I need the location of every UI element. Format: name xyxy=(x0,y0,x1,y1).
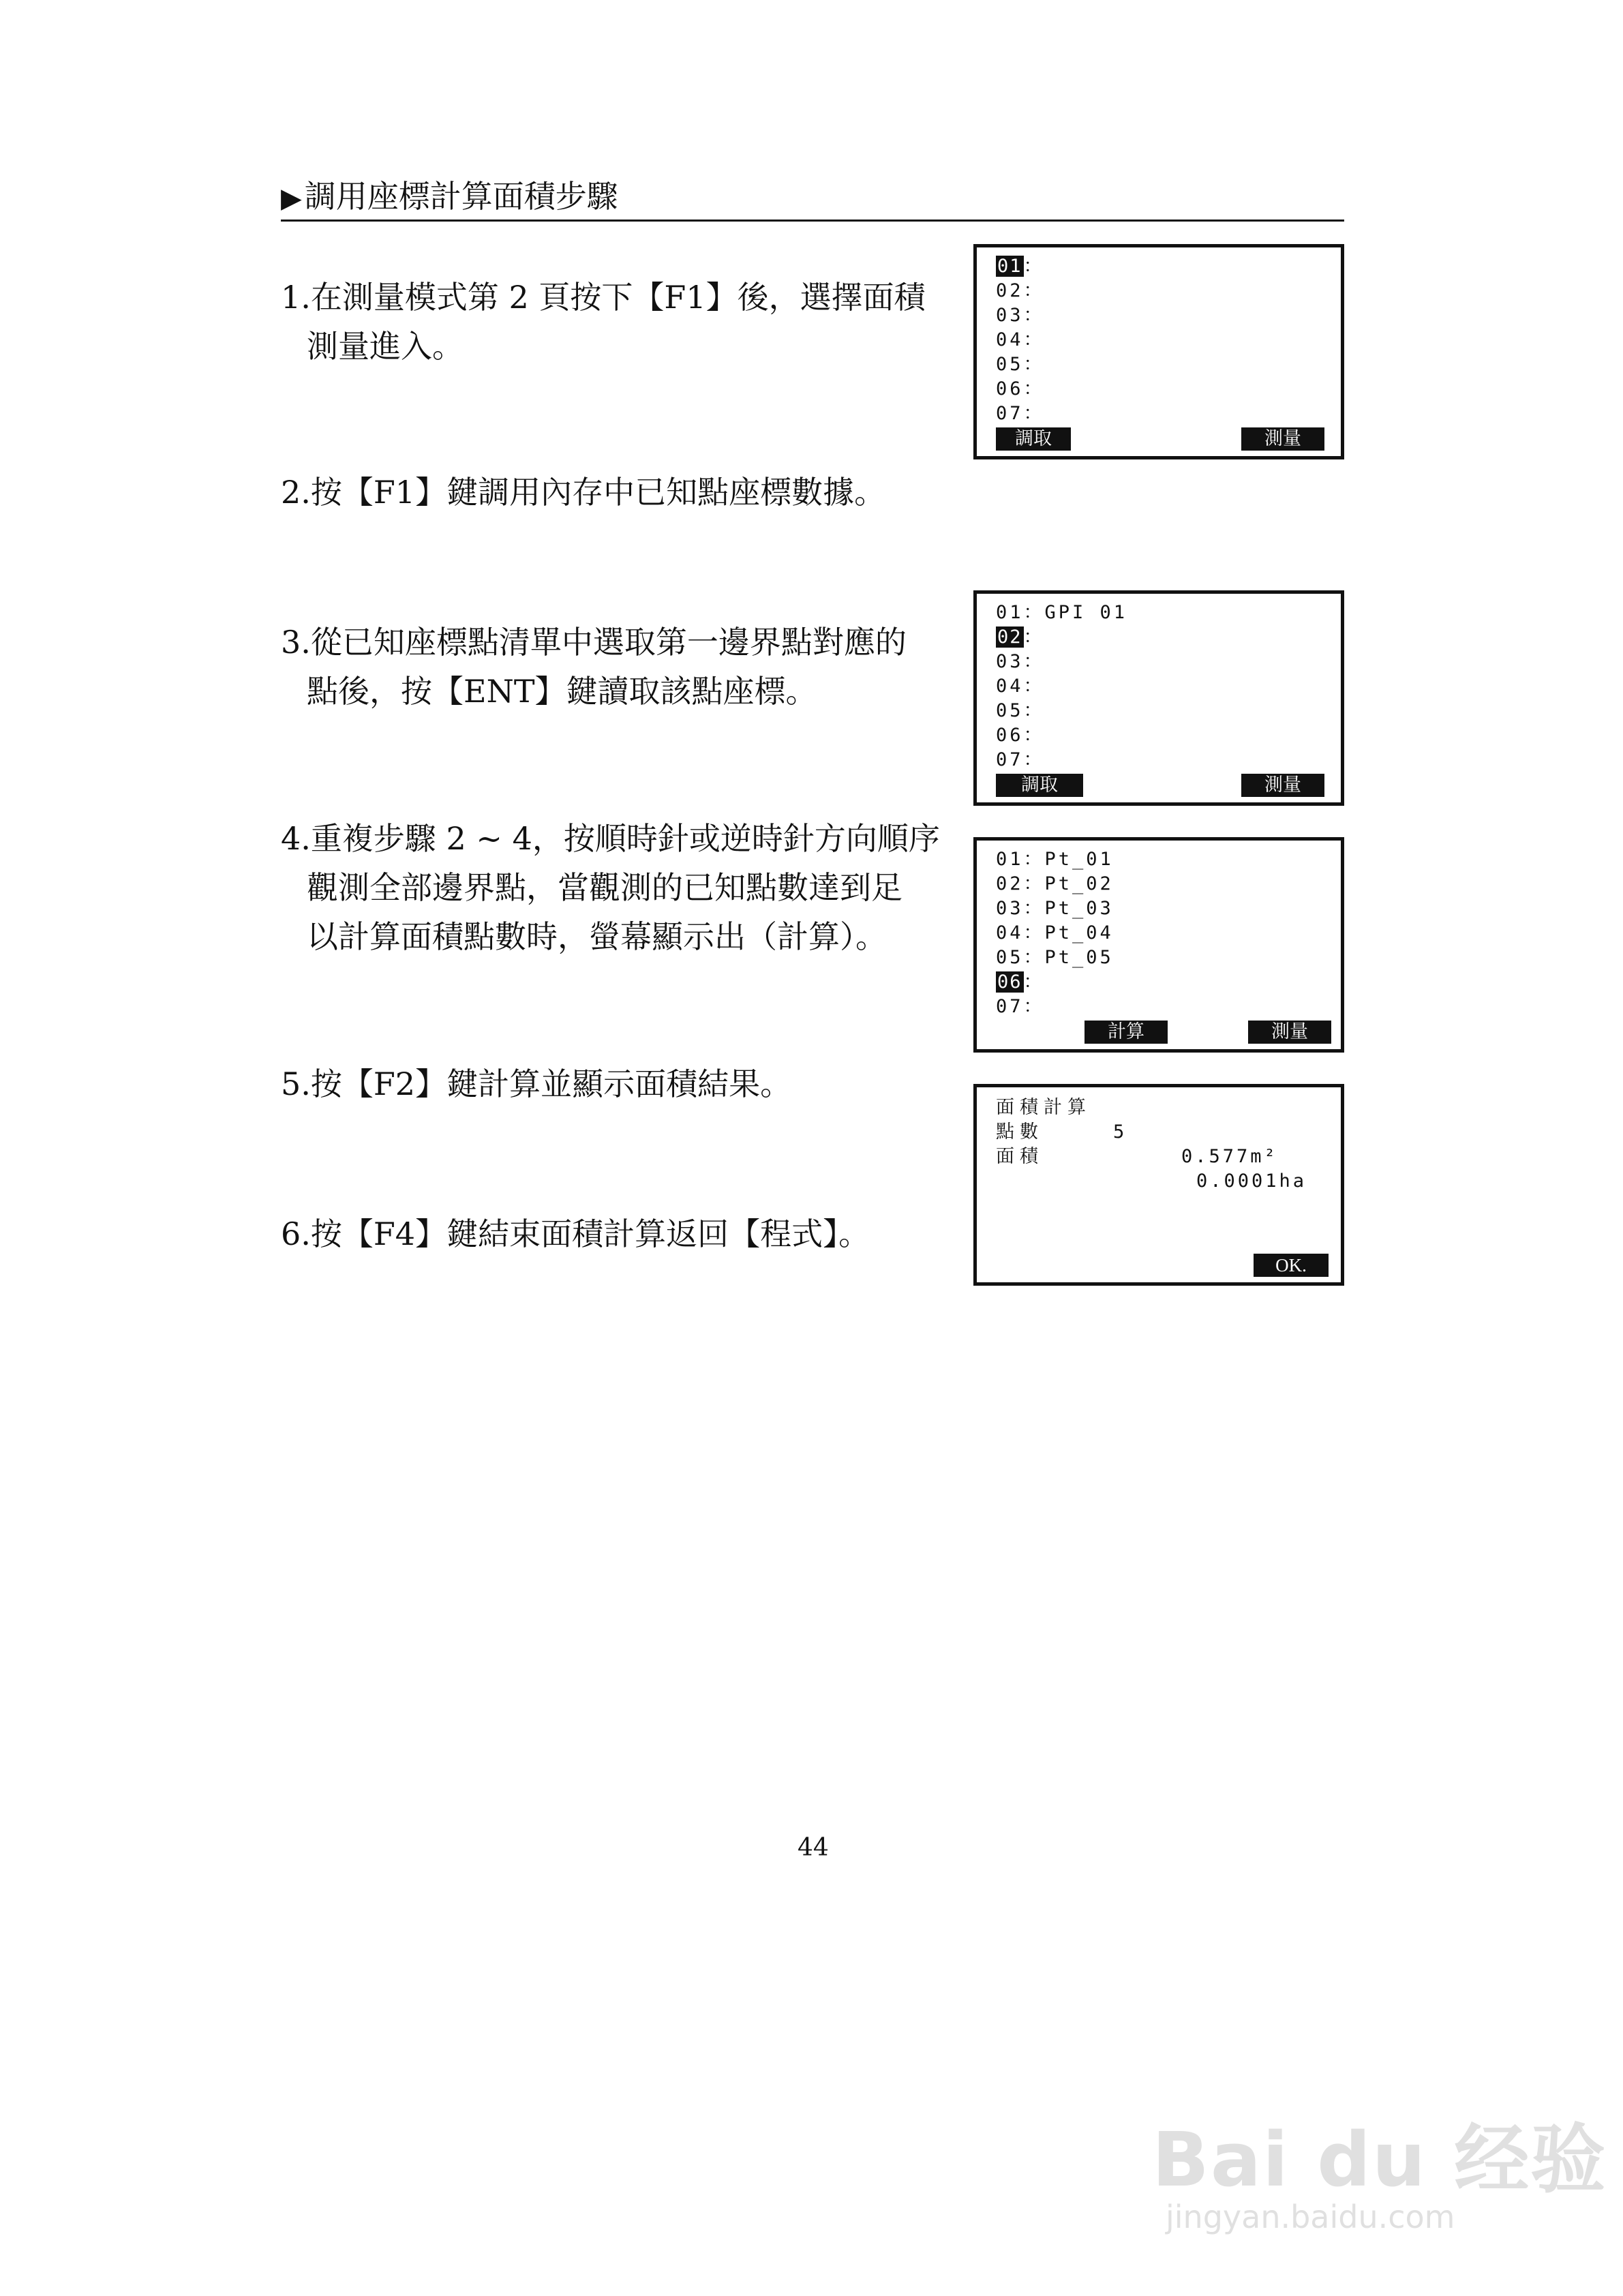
list-item: 07： xyxy=(996,403,1045,424)
screen-3-list xyxy=(996,847,1114,1019)
list-item: 02： xyxy=(997,626,1045,648)
list-item: 03：Pt_03 xyxy=(996,898,1114,919)
list-item: 05： xyxy=(996,354,1045,375)
list-item: 03： xyxy=(996,305,1045,326)
list-item: 01： xyxy=(997,256,1045,277)
device-screen-4 xyxy=(973,1084,1344,1286)
section-title-text: 調用座標計算面積步驟 xyxy=(304,178,618,215)
title-rule xyxy=(281,220,1344,222)
step-5 xyxy=(281,1059,956,1108)
list-item: 04： xyxy=(996,329,1045,350)
baidu-watermark-logo xyxy=(1152,2100,1607,2243)
list-item: 06： xyxy=(996,378,1045,399)
step-4 xyxy=(281,814,956,961)
screen-2-list xyxy=(996,601,1127,772)
step-5-line1: 5.按【F2】鍵計算並顯示面積結果。 xyxy=(281,1066,792,1102)
list-item: 07： xyxy=(996,996,1045,1017)
list-item: 02： xyxy=(996,280,1045,301)
screen-1-list xyxy=(996,254,1045,426)
softkey-recall[interactable]: 調取 xyxy=(996,427,1071,451)
watermark-url: jingyan.baidu.com xyxy=(1166,2199,1455,2235)
step-4-line2: 觀測全部邊界點，當觀測的已知點數達到足 xyxy=(307,869,902,906)
device-screen-2 xyxy=(973,590,1344,806)
list-item: 02：Pt_02 xyxy=(996,873,1114,894)
area-m2-value: 0.577m² xyxy=(1181,1146,1278,1167)
softkey-measure[interactable]: 測量 xyxy=(1241,774,1324,797)
step-2-line1: 2.按【F1】鍵調用內存中已知點座標數據。 xyxy=(281,474,886,511)
softkey-recall[interactable]: 調取 xyxy=(996,774,1083,797)
step-3-line2: 點後，按【ENT】鍵讀取該點座標。 xyxy=(307,673,817,710)
step-1 xyxy=(281,273,956,371)
softkey-calculate[interactable]: 計算 xyxy=(1084,1021,1168,1044)
list-item: 06： xyxy=(996,725,1045,746)
list-item: 06： xyxy=(997,971,1045,993)
step-3-line1: 3.從已知座標點清單中選取第一邊界點對應的 xyxy=(281,624,907,661)
step-2 xyxy=(281,468,956,517)
list-item: 01：Pt_01 xyxy=(996,849,1114,870)
list-item: 01：GPI 01 xyxy=(996,602,1128,623)
step-3 xyxy=(281,618,956,716)
step-1-line2: 測量進入。 xyxy=(307,328,464,365)
step-6-line1: 6.按【F4】鍵結束面積計算返回【程式】。 xyxy=(281,1215,870,1252)
device-screen-3 xyxy=(973,837,1344,1053)
device-screen-1 xyxy=(973,244,1344,459)
area-calc-title: 面積計算 xyxy=(996,1097,1091,1118)
list-item: 03： xyxy=(996,651,1045,672)
arrow-icon: ▶ xyxy=(281,183,302,214)
ok-button[interactable]: OK. xyxy=(1254,1254,1329,1277)
list-item: 04：Pt_04 xyxy=(996,922,1114,943)
points-label: 點數 xyxy=(996,1121,1044,1143)
softkey-measure[interactable]: 測量 xyxy=(1241,427,1324,451)
list-item: 05：Pt_05 xyxy=(996,947,1114,968)
step-4-line1: 4.重複步驟 2 ~ 4，按順時針或逆時針方向順序 xyxy=(281,820,940,857)
page-number: 44 xyxy=(798,1834,829,1862)
step-6 xyxy=(281,1209,956,1258)
list-item: 05： xyxy=(996,700,1045,721)
area-label: 面積 xyxy=(996,1146,1044,1167)
list-item: 07： xyxy=(996,749,1045,770)
step-4-line3: 以計算面積點數時，螢幕顯示出（計算）。 xyxy=(307,918,887,955)
section-title xyxy=(281,176,618,219)
area-ha-value: 0.0001ha xyxy=(1196,1170,1307,1192)
softkey-measure[interactable]: 測量 xyxy=(1248,1021,1331,1044)
points-value: 5 xyxy=(1113,1121,1125,1143)
list-item: 04： xyxy=(996,676,1045,697)
watermark-main-text: Bai du 经验 xyxy=(1152,2116,1607,2203)
step-1-line1: 1.在測量模式第 2 頁按下【F1】後，選擇面積 xyxy=(281,279,926,316)
